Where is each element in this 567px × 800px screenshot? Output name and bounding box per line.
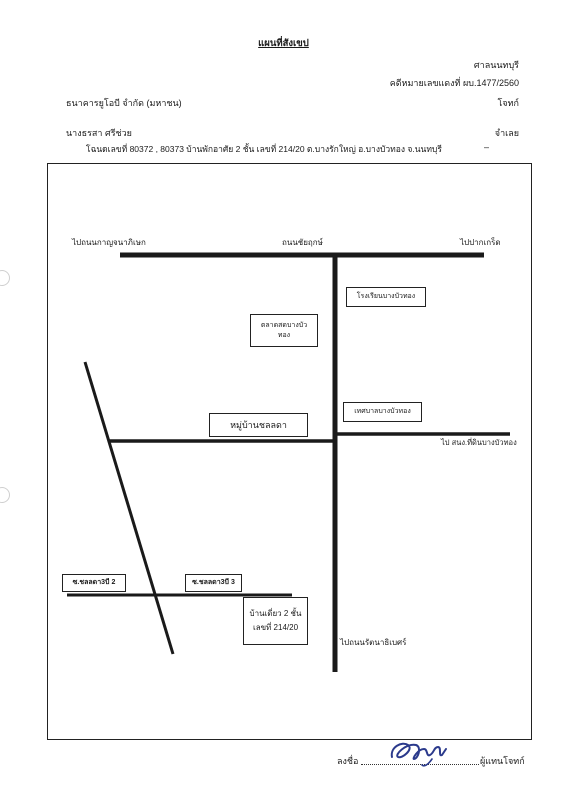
landmark-municipality: เทศบาลบางบัวทอง	[343, 402, 422, 422]
plaintiff-role: โจทก์	[497, 98, 519, 108]
document-title: แผนที่สังเขป	[258, 38, 309, 49]
punch-hole-bottom	[0, 487, 10, 503]
label-to-land-office: ไป สนง.ที่ดินบางบัวทอง	[441, 438, 517, 447]
label-chaiyaruek-road: ถนนชัยฤกษ์	[282, 238, 323, 247]
label-soi-2: ซ.ชลลดา3บี 2	[62, 574, 126, 592]
label-to-kanchanaphisek: ไปถนนกาญจนาภิเษก	[72, 238, 146, 247]
landmark-market: ตลาดสดบางบัว ทอง	[250, 314, 318, 347]
signature-prefix: ลงชื่อ	[337, 756, 359, 766]
defendant-role: จำเลย	[494, 128, 519, 138]
plaintiff-name: ธนาคารยูโอบี จำกัด (มหาชน)	[66, 98, 182, 108]
punch-hole-top	[0, 270, 10, 286]
road-diagonal	[85, 362, 173, 654]
court-name: ศาลนนทบุรี	[473, 60, 519, 70]
signature-suffix: ผู้แทนโจทก์	[480, 756, 525, 766]
label-to-rattanathibet: ไปถนนรัตนาธิเบศร์	[340, 638, 407, 647]
sketch-map	[47, 163, 532, 740]
label-to-pak-kret: ไปปากเกร็ด	[460, 238, 501, 247]
handwritten-signature	[388, 737, 450, 767]
label-soi-3: ซ.ชลลดา3บี 3	[185, 574, 242, 592]
landmark-school: โรงเรียนบางบัวทอง	[346, 287, 426, 307]
landmark-village: หมู่บ้านชลลดา	[209, 413, 308, 437]
case-number: คดีหมายเลขแดงที่ ผบ.1477/2560	[389, 78, 519, 88]
target-house	[243, 597, 308, 645]
defendant-name: นางธรสา ศรีช่วย	[66, 128, 132, 138]
house-number: เลขที่ 214/20	[252, 623, 299, 632]
property-dash: –	[484, 142, 490, 152]
house-type: บ้านเดี่ยว 2 ชั้น	[249, 609, 302, 618]
property-description: โฉนดเลขที่ 80372 , 80373 บ้านพักอาศัย 2 ชั้น เลขที่ 214/20 ต.บางรักใหญ่ อ.บางบัวทอง จ.นนทบุรี	[86, 144, 442, 154]
